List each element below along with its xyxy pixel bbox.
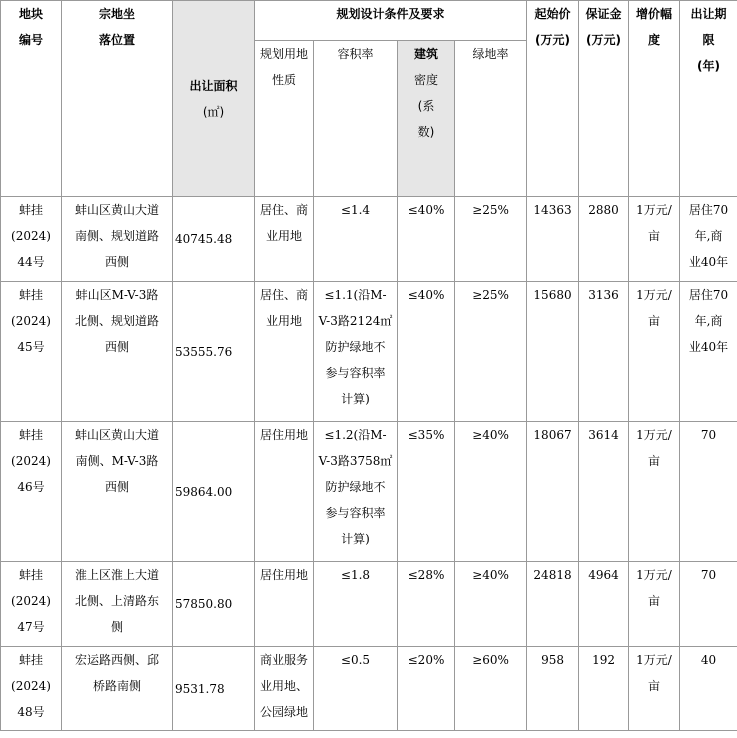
green-rate-cell: ≥60% <box>455 647 527 731</box>
land-use-cell: 居住、商 业用地 <box>255 197 314 282</box>
table-row <box>1 562 737 647</box>
far-cell: ≤0.5 <box>314 647 398 731</box>
table-row <box>1 197 737 282</box>
parcel-no-cell: 蚌挂 (2024) 48号 <box>1 647 62 731</box>
deposit-cell: 3614 <box>579 422 629 562</box>
header-increment: 增价幅 度 <box>629 1 680 197</box>
deposit-cell: 4964 <box>579 562 629 647</box>
land-use-cell: 商业服务 业用地、 公园绿地 <box>255 647 314 731</box>
header-area: 出让面积 (㎡) <box>173 1 255 197</box>
area-cell: 9531.78 <box>173 647 255 731</box>
far-cell: ≤1.2(沿M- V-3路3758㎡ 防护绿地不 参与容积率 计算) <box>314 422 398 562</box>
parcel-no-cell: 蚌挂 (2024) 44号 <box>1 197 62 282</box>
header-far: 容积率 <box>314 41 398 197</box>
header-parcel-no: 地块 编号 <box>1 1 62 197</box>
location-cell: 淮上区淮上大道 北侧、上清路东 侧 <box>62 562 173 647</box>
header-planning-group: 规划设计条件及要求 <box>255 1 527 41</box>
parcel-no-cell: 蚌挂 (2024) 47号 <box>1 562 62 647</box>
header-location: 宗地坐 落位置 <box>62 1 173 197</box>
deposit-cell: 192 <box>579 647 629 731</box>
green-rate-cell: ≥25% <box>455 197 527 282</box>
start-price-cell: 24818 <box>527 562 579 647</box>
area-cell: 57850.80 <box>173 562 255 647</box>
increment-cell: 1万元/ 亩 <box>629 647 680 731</box>
term-cell: 40 <box>680 647 737 731</box>
term-cell: 70 <box>680 422 737 562</box>
term-cell: 居住70 年,商 业40年 <box>680 282 737 422</box>
density-cell: ≤28% <box>398 562 455 647</box>
start-price-cell: 958 <box>527 647 579 731</box>
location-cell: 宏运路西侧、邱 桥路南侧 <box>62 647 173 731</box>
term-cell: 居住70 年,商 业40年 <box>680 197 737 282</box>
start-price-cell: 15680 <box>527 282 579 422</box>
green-rate-cell: ≥40% <box>455 422 527 562</box>
start-price-cell: 18067 <box>527 422 579 562</box>
land-use-cell: 居住用地 <box>255 562 314 647</box>
green-rate-cell: ≥25% <box>455 282 527 422</box>
area-cell: 40745.48 <box>173 197 255 282</box>
far-cell: ≤1.8 <box>314 562 398 647</box>
increment-cell: 1万元/ 亩 <box>629 282 680 422</box>
increment-cell: 1万元/ 亩 <box>629 562 680 647</box>
header-land-use: 规划用地 性质 <box>255 41 314 197</box>
increment-cell: 1万元/ 亩 <box>629 197 680 282</box>
table-row <box>1 282 737 422</box>
density-cell: ≤35% <box>398 422 455 562</box>
header-density: 建筑 密度 (系 数) <box>398 41 455 197</box>
term-cell: 70 <box>680 562 737 647</box>
density-cell: ≤40% <box>398 282 455 422</box>
green-rate-cell: ≥40% <box>455 562 527 647</box>
location-cell: 蚌山区黄山大道 南侧、规划道路 西侧 <box>62 197 173 282</box>
deposit-cell: 3136 <box>579 282 629 422</box>
area-cell: 53555.76 <box>173 282 255 422</box>
deposit-cell: 2880 <box>579 197 629 282</box>
header-start-price: 起始价 (万元) <box>527 1 579 197</box>
far-cell: ≤1.4 <box>314 197 398 282</box>
land-use-cell: 居住用地 <box>255 422 314 562</box>
header-deposit: 保证金 (万元) <box>579 1 629 197</box>
table-row <box>1 647 737 731</box>
land-use-cell: 居住、商 业用地 <box>255 282 314 422</box>
header-term: 出让期 限 (年) <box>680 1 737 197</box>
location-cell: 蚌山区M-V-3路 北侧、规划道路 西侧 <box>62 282 173 422</box>
header-green-rate: 绿地率 <box>455 41 527 197</box>
far-cell: ≤1.1(沿M- V-3路2124㎡ 防护绿地不 参与容积率 计算) <box>314 282 398 422</box>
start-price-cell: 14363 <box>527 197 579 282</box>
parcel-no-cell: 蚌挂 (2024) 45号 <box>1 282 62 422</box>
parcel-no-cell: 蚌挂 (2024) 46号 <box>1 422 62 562</box>
location-cell: 蚌山区黄山大道 南侧、M-V-3路 西侧 <box>62 422 173 562</box>
increment-cell: 1万元/ 亩 <box>629 422 680 562</box>
table-row <box>1 422 737 562</box>
density-cell: ≤20% <box>398 647 455 731</box>
area-cell: 59864.00 <box>173 422 255 562</box>
density-cell: ≤40% <box>398 197 455 282</box>
header-row-1 <box>1 1 737 41</box>
